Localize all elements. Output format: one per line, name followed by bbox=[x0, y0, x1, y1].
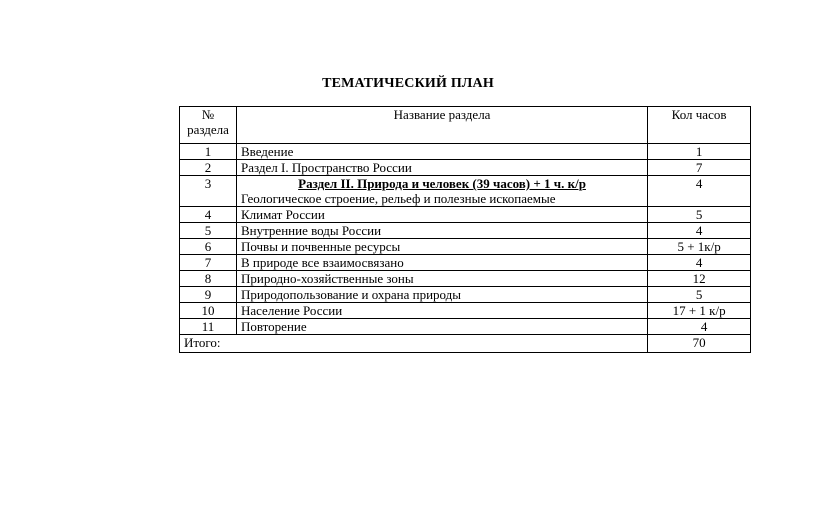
row-name: В природе все взаимосвязано bbox=[236, 255, 647, 271]
header-section-number bbox=[180, 107, 237, 144]
row-hours: 17 + 1 к/р bbox=[648, 303, 751, 319]
row-number: 5 bbox=[180, 223, 237, 239]
table-row bbox=[180, 287, 751, 303]
row-number: 7 bbox=[180, 255, 237, 271]
row-number: 6 bbox=[180, 239, 237, 255]
row-name-with-section bbox=[236, 176, 647, 207]
row-name: Повторение bbox=[236, 319, 647, 335]
row-hours: 4 bbox=[648, 176, 751, 207]
row-number: 10 bbox=[180, 303, 237, 319]
row-number: 4 bbox=[180, 207, 237, 223]
row-name: Климат России bbox=[236, 207, 647, 223]
row-hours: 4 bbox=[648, 223, 751, 239]
row-number: 9 bbox=[180, 287, 237, 303]
table-row bbox=[180, 319, 751, 335]
row-name: Почвы и почвенные ресурсы bbox=[236, 239, 647, 255]
table-row bbox=[180, 255, 751, 271]
table-row bbox=[180, 144, 751, 160]
row-hours: 12 bbox=[648, 271, 751, 287]
row-number: 8 bbox=[180, 271, 237, 287]
row-name: Геологическое строение, рельеф и полезные ископаемые bbox=[240, 191, 556, 206]
row-hours: 5 + 1к/р bbox=[648, 239, 751, 255]
total-label: Итого: bbox=[180, 335, 648, 353]
header-section-name: Название раздела bbox=[236, 107, 647, 144]
header-hours: Кол часов bbox=[648, 107, 751, 144]
row-name: Введение bbox=[236, 144, 647, 160]
row-name: Внутренние воды России bbox=[236, 223, 647, 239]
table-row bbox=[180, 207, 751, 223]
page-title: ТЕМАТИЧЕСКИЙ ПЛАН bbox=[322, 76, 494, 91]
header-num-word: раздела bbox=[187, 122, 229, 137]
table-row bbox=[180, 271, 751, 287]
section-heading: Раздел II. Природа и человек (39 часов) + 1 ч. к/р bbox=[298, 176, 586, 191]
row-number: 3 bbox=[180, 176, 237, 207]
row-name: Раздел I. Пространство России bbox=[236, 160, 647, 176]
header-num-symbol: № bbox=[201, 107, 215, 122]
total-value: 70 bbox=[648, 335, 751, 353]
table-row bbox=[180, 303, 751, 319]
row-hours: 4 bbox=[648, 255, 751, 271]
thematic-plan-table bbox=[179, 106, 751, 353]
row-number: 11 bbox=[180, 319, 237, 335]
total-row bbox=[180, 335, 751, 353]
row-name: Население России bbox=[236, 303, 647, 319]
table-row bbox=[180, 160, 751, 176]
row-hours: 7 bbox=[648, 160, 751, 176]
table-row bbox=[180, 239, 751, 255]
row-hours: 5 bbox=[648, 207, 751, 223]
row-number: 1 bbox=[180, 144, 237, 160]
row-name: Природопользование и охрана природы bbox=[236, 287, 647, 303]
table-row bbox=[180, 223, 751, 239]
table-row bbox=[180, 176, 751, 207]
row-hours: 1 bbox=[648, 144, 751, 160]
row-name: Природно-хозяйственные зоны bbox=[236, 271, 647, 287]
row-number: 2 bbox=[180, 160, 237, 176]
table-header-row bbox=[180, 107, 751, 144]
row-hours: 5 bbox=[648, 287, 751, 303]
row-hours: 4 bbox=[648, 319, 751, 335]
